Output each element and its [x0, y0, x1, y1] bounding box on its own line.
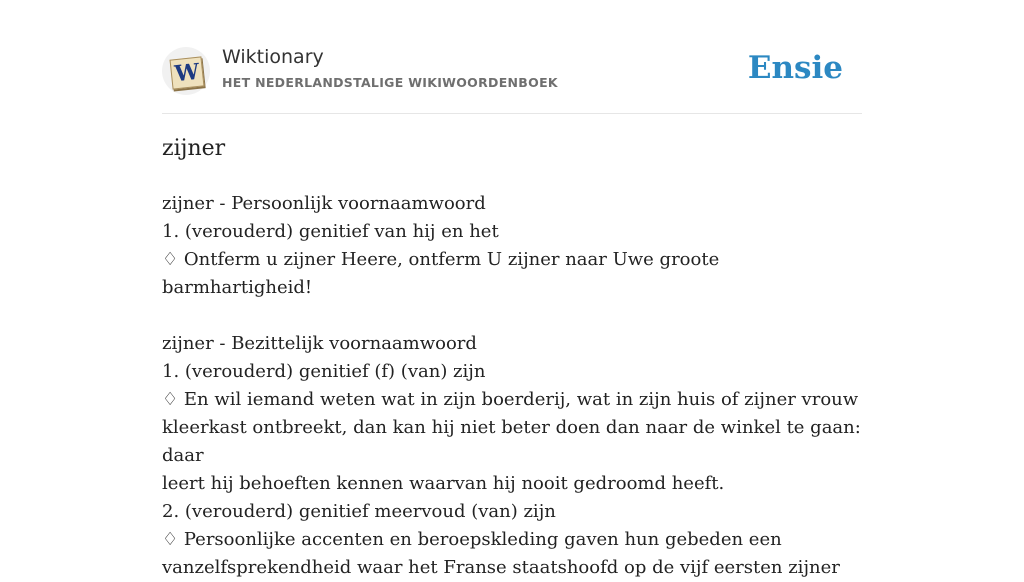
- wiktionary-logo[interactable]: [162, 47, 210, 95]
- word-title: zijner: [162, 136, 226, 161]
- definition-content: [162, 190, 862, 582]
- entry-example: kleerkast ontbreekt, dan kan hij niet beter doen dan naar de winkel te gaan: daar: [162, 417, 861, 466]
- entry-sense: 1. (verouderd) genitief van hij en het: [162, 221, 499, 242]
- entry-example: ♢ Persoonlijke accenten en beroepskleding gaven hun gebeden een: [162, 529, 782, 550]
- entry-example: leert hij behoeften kennen waarvan hij nooit gedroomd heeft.: [162, 473, 725, 494]
- entry-example: vanzelfsprekendheid waar het Franse staatshoofd op de vijf eersten zijner: [162, 557, 840, 578]
- entry-example: ♢ En wil iemand weten wat in zijn boerderij, wat in zijn huis of zijner vrouw: [162, 389, 859, 410]
- wiktionary-logo-icon: W: [170, 56, 205, 89]
- entry-heading: zijner - Persoonlijk voornaamwoord: [162, 193, 486, 214]
- site-subtitle: HET NEDERLANDSTALIGE WIKIWOORDENBOEK: [222, 75, 558, 90]
- entry-heading: zijner - Bezittelijk voornaamwoord: [162, 333, 477, 354]
- entry-example: ♢ Ontferm u zijner Heere, ontferm U zijner naar Uwe groote barmhartigheid!: [162, 249, 720, 298]
- site-title: Wiktionary: [222, 46, 324, 68]
- entry-spacer: [162, 302, 862, 330]
- entry-sense: 1. (verouderd) genitief (f) (van) zijn: [162, 361, 486, 382]
- ensie-brand-link[interactable]: Ensie: [747, 50, 843, 86]
- entry-sense: 2. (verouderd) genitief meervoud (van) zijn: [162, 501, 556, 522]
- site-header: [162, 44, 862, 114]
